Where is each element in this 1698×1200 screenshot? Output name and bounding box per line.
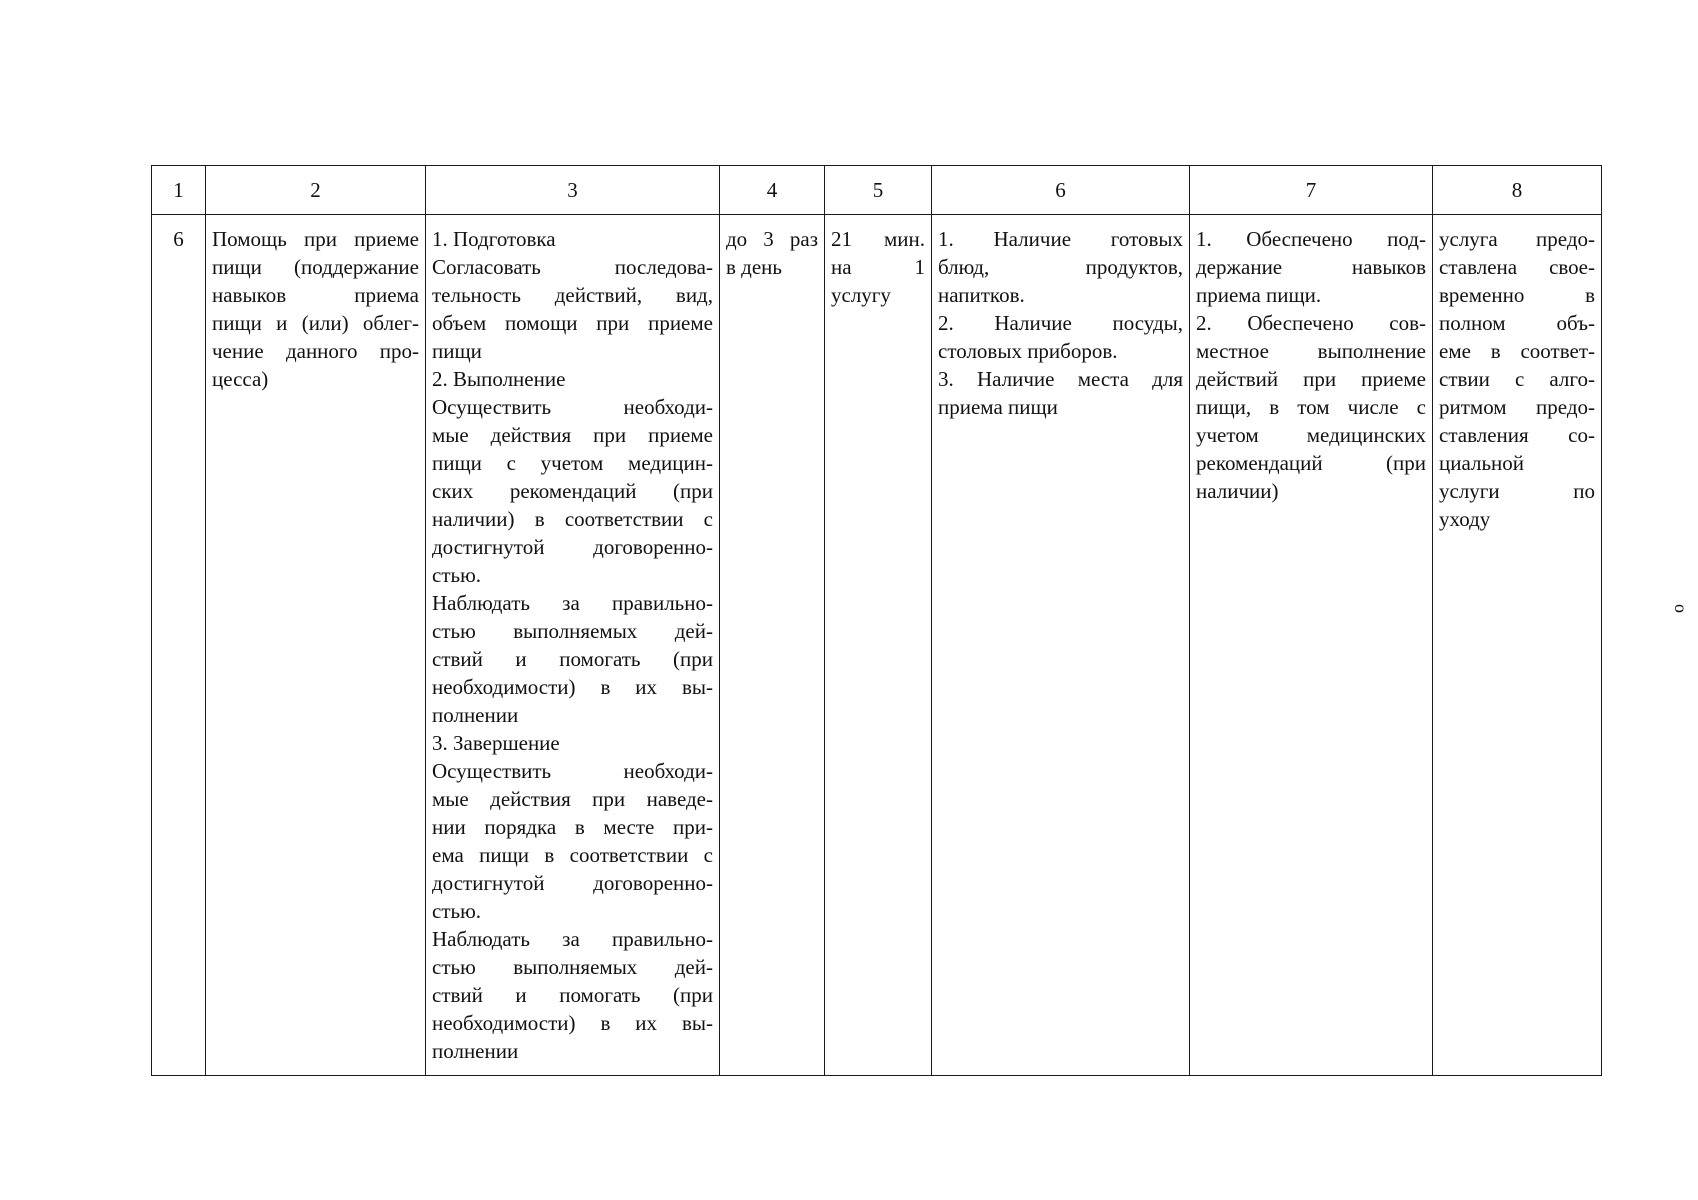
cell-service-name <box>206 215 426 1076</box>
cell-line: учетом медицинских <box>1196 423 1426 447</box>
table-row <box>152 215 1602 1076</box>
cell-line: на 1 <box>831 255 925 279</box>
cell-line: Помощь при приеме <box>212 227 419 251</box>
cell-line: пищи, в том числе с <box>1196 395 1426 419</box>
cell-line: ствии с алго- <box>1439 367 1595 391</box>
duration-text <box>825 215 931 317</box>
cell-line: пищи и (или) облег- <box>212 311 419 335</box>
cell-line: услуга предо- <box>1439 227 1595 251</box>
header-col-2: 2 <box>206 166 426 215</box>
header-col-5: 5 <box>825 166 932 215</box>
cell-line: услугу <box>831 283 891 307</box>
cell-line: ставлена своe- <box>1439 255 1595 279</box>
header-col-7: 7 <box>1190 166 1433 215</box>
cell-line: ствий и помогать (при <box>432 647 713 671</box>
cell-results <box>1190 215 1433 1076</box>
cell-line: мые действия при наведе- <box>432 787 713 811</box>
cell-line: 3. Наличие места для <box>938 367 1183 391</box>
cell-line: стью выполняемых дей- <box>432 955 713 979</box>
cell-line: Согласовать последова- <box>432 255 713 279</box>
cell-line: 1. Наличие готовых <box>938 227 1183 251</box>
cell-line: держание навыков <box>1196 255 1426 279</box>
cell-number <box>152 215 206 1076</box>
cell-duration <box>825 215 932 1076</box>
procedure-text <box>426 215 719 1073</box>
cell-line: стью. <box>432 899 482 923</box>
header-col-6: 6 <box>932 166 1190 215</box>
cell-line: Осуществить необходи- <box>432 395 713 419</box>
cell-line: пищи с учетом медицин- <box>432 451 713 475</box>
cell-line: столовых приборов. <box>938 339 1118 363</box>
cell-line: наличии) в соответствии с <box>432 507 713 531</box>
cell-line: напитков. <box>938 283 1025 307</box>
cell-line: действий при приеме <box>1196 367 1426 391</box>
cell-line: нии порядка в месте при- <box>432 815 713 839</box>
cell-line: мые действия при приеме <box>432 423 713 447</box>
services-table <box>151 165 1602 1076</box>
cell-line: услуги по <box>1439 479 1595 503</box>
cell-line: 2. Обеспечено сов- <box>1196 311 1426 335</box>
row-number: 6 <box>173 227 184 251</box>
cell-quality <box>1433 215 1602 1076</box>
cell-line: чение данного про- <box>212 339 419 363</box>
cell-line: стью выполняемых дей- <box>432 619 713 643</box>
cell-line: пищи (поддержание <box>212 255 419 279</box>
cell-line: необходимости) в их вы- <box>432 675 713 699</box>
service-name-text <box>206 215 425 401</box>
cell-line: полнении <box>432 1039 519 1063</box>
cell-line: Наблюдать за правильно- <box>432 591 713 615</box>
results-text <box>1190 215 1432 513</box>
header-col-1: 1 <box>152 166 206 215</box>
cell-line: объем помощи при приеме <box>432 311 713 335</box>
cell-line: полнении <box>432 703 519 727</box>
cell-line: циальной <box>1439 451 1525 475</box>
cell-line: рекомендаций (при <box>1196 451 1426 475</box>
cell-line: 2. Наличие посуды, <box>938 311 1183 335</box>
header-row <box>152 166 1602 215</box>
cell-line: достигнутой договоренно- <box>432 535 713 559</box>
header-col-8: 8 <box>1433 166 1602 215</box>
cell-frequency <box>720 215 825 1076</box>
cell-line: приема пищи. <box>1196 283 1322 307</box>
cell-line: ских рекомендаций (при <box>432 479 713 503</box>
cell-line: ставления со- <box>1439 423 1595 447</box>
cell-line: полном объ- <box>1439 311 1595 335</box>
cell-line: в день <box>726 255 782 279</box>
cell-line: 2. Выполнение <box>432 367 566 391</box>
cell-line: Наблюдать за правильно- <box>432 927 713 951</box>
cell-line: уходу <box>1439 507 1491 531</box>
cell-line: наличии) <box>1196 479 1279 503</box>
cell-line: пищи <box>432 339 482 363</box>
cell-line: тельность действий, вид, <box>432 283 713 307</box>
conditions-text <box>932 215 1189 429</box>
cell-line: до 3 раз <box>726 227 818 251</box>
cell-line: ема пищи в соответствии с <box>432 843 713 867</box>
cell-line: 3. Завершение <box>432 731 560 755</box>
header-col-3: 3 <box>426 166 720 215</box>
cell-line: еме в соответ- <box>1439 339 1595 363</box>
cell-line: навыков приема <box>212 283 419 307</box>
cell-line: ствий и помогать (при <box>432 983 713 1007</box>
margin-mark: о <box>1671 604 1691 613</box>
cell-line: временно в <box>1439 283 1595 307</box>
cell-line: ритмом предо- <box>1439 395 1595 419</box>
cell-procedure <box>426 215 720 1076</box>
cell-line: 1. Подготовка <box>432 227 556 251</box>
frequency-text <box>720 215 824 289</box>
cell-line: 1. Обеспечено под- <box>1196 227 1426 251</box>
cell-line: необходимости) в их вы- <box>432 1011 713 1035</box>
cell-line: блюд, продуктов, <box>938 255 1183 279</box>
cell-line: 21 мин. <box>831 227 925 251</box>
cell-line: стью. <box>432 563 482 587</box>
header-col-4: 4 <box>720 166 825 215</box>
cell-line: Осуществить необходи- <box>432 759 713 783</box>
cell-conditions <box>932 215 1190 1076</box>
cell-line: приема пищи <box>938 395 1058 419</box>
cell-line: цесса) <box>212 367 269 391</box>
quality-text <box>1433 215 1601 541</box>
cell-line: достигнутой договоренно- <box>432 871 713 895</box>
cell-line: местное выполнение <box>1196 339 1426 363</box>
